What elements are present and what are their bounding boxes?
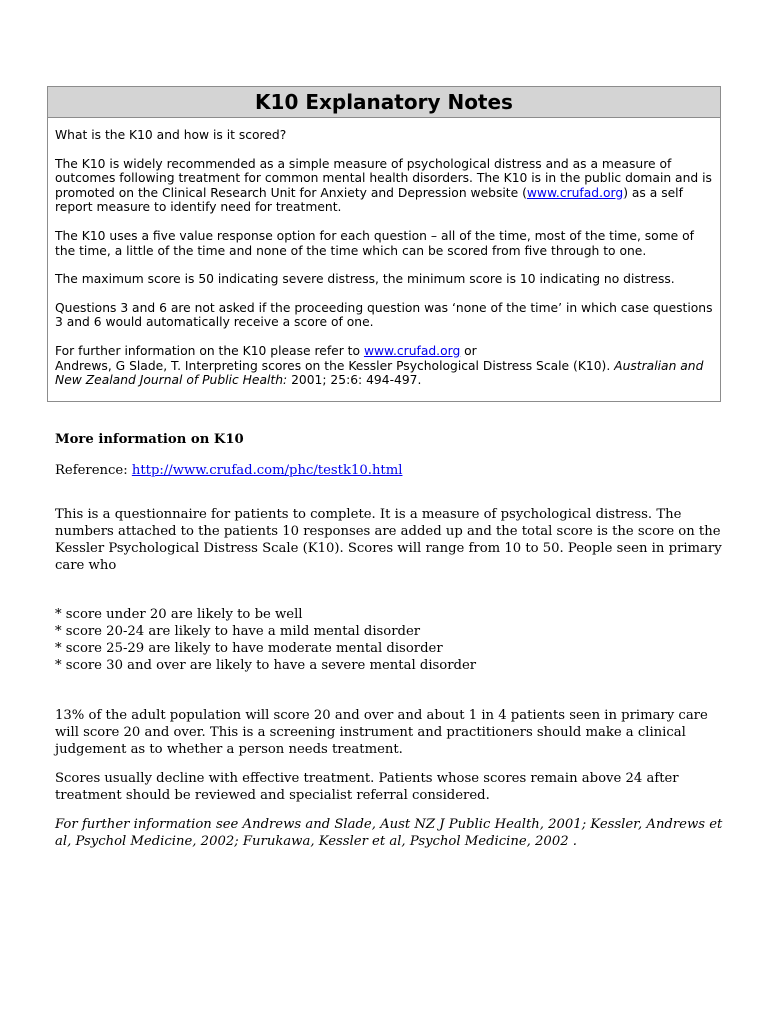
crufad-link[interactable]: www.crufad.org	[526, 185, 624, 200]
more-info-heading: More information on K10	[55, 432, 244, 447]
notes-paragraph-3: The maximum score is 50 indicating severe distress, the minimum score is 10 indicating no distress.	[55, 272, 675, 287]
reference-line	[55, 462, 725, 479]
description-paragraph: This is a questionnaire for patients to complete. It is a measure of psychological distress. The numbers attached to the patients 10 responses are added up and the total score is the score on the Kessler Psychological Distress Scale (K10). Scores will range from 10 to 50. People seen in primary care who	[55, 507, 722, 573]
notes-paragraph-1-end: ) as a self report measure to identify need for treatment.	[55, 185, 683, 215]
score-item: * score 25-29 are likely to have moderate mental disorder	[55, 641, 443, 656]
notes-paragraph-1	[55, 157, 713, 215]
notes-paragraph-2: The K10 uses a five value response option for each question – all of the time, most of the time, some of the time, a little of the time and none of the time which can be scored from five through to one.	[55, 228, 694, 258]
notes-further-info	[55, 344, 713, 388]
notes-paragraph-4: Questions 3 and 6 are not asked if the proceeding question was ‘none of the time’ in which case questions 3 and 6 would automatically receive a score of one.	[55, 300, 713, 330]
further-or: or	[460, 343, 477, 358]
further-info-paragraph: For further information see Andrews and Slade, Aust NZ J Public Health, 2001; Kessler, Andrews et al, Psychol Medicine, 2002; Furukawa, Kessler et al, Psychol Medicine, 2002 .	[55, 817, 723, 849]
score-list	[55, 606, 725, 674]
reference-label: Reference:	[55, 463, 132, 478]
further-prefix: For further information on the K10 please refer to	[55, 343, 364, 358]
notes-title: K10 Explanatory Notes	[48, 87, 720, 118]
more-information-section	[55, 431, 725, 850]
treatment-paragraph: Scores usually decline with effective treatment. Patients whose scores remain above 24 after treatment should be reviewed and specialist referral considered.	[55, 771, 679, 803]
reference-link[interactable]: http://www.crufad.com/phc/testk10.html	[131, 463, 403, 478]
score-item: * score 30 and over are likely to have a severe mental disorder	[55, 658, 477, 673]
explanatory-notes-box	[47, 86, 721, 402]
notes-question: What is the K10 and how is it scored?	[55, 128, 287, 142]
citation-journal: Australian and New Zealand Journal of Public Health:	[55, 358, 704, 388]
score-item: * score 20-24 are likely to have a mild mental disorder	[55, 624, 421, 639]
citation-details: 2001; 25:6: 494-497.	[287, 373, 422, 388]
population-paragraph: 13% of the adult population will score 20 and over and about 1 in 4 patients seen in primary care will score 20 and over. This is a screening instrument and practitioners should make a clinical judgement as to whether a person needs treatment.	[55, 708, 708, 757]
score-item: * score under 20 are likely to be well	[55, 607, 303, 622]
crufad-further-link[interactable]: www.crufad.org	[363, 343, 461, 358]
citation-authors: Andrews, G Slade, T. Interpreting scores on the Kessler Psychological Distress Scale (K10).	[55, 358, 615, 373]
notes-paragraph-1-text: The K10 is widely recommended as a simple measure of psychological distress and as a measure of outcomes following treatment for common mental health disorders. The K10 is in the public domain and is promoted on the Clinical Research Unit for Anxiety and Depression website (	[55, 156, 712, 200]
notes-body	[48, 118, 720, 388]
